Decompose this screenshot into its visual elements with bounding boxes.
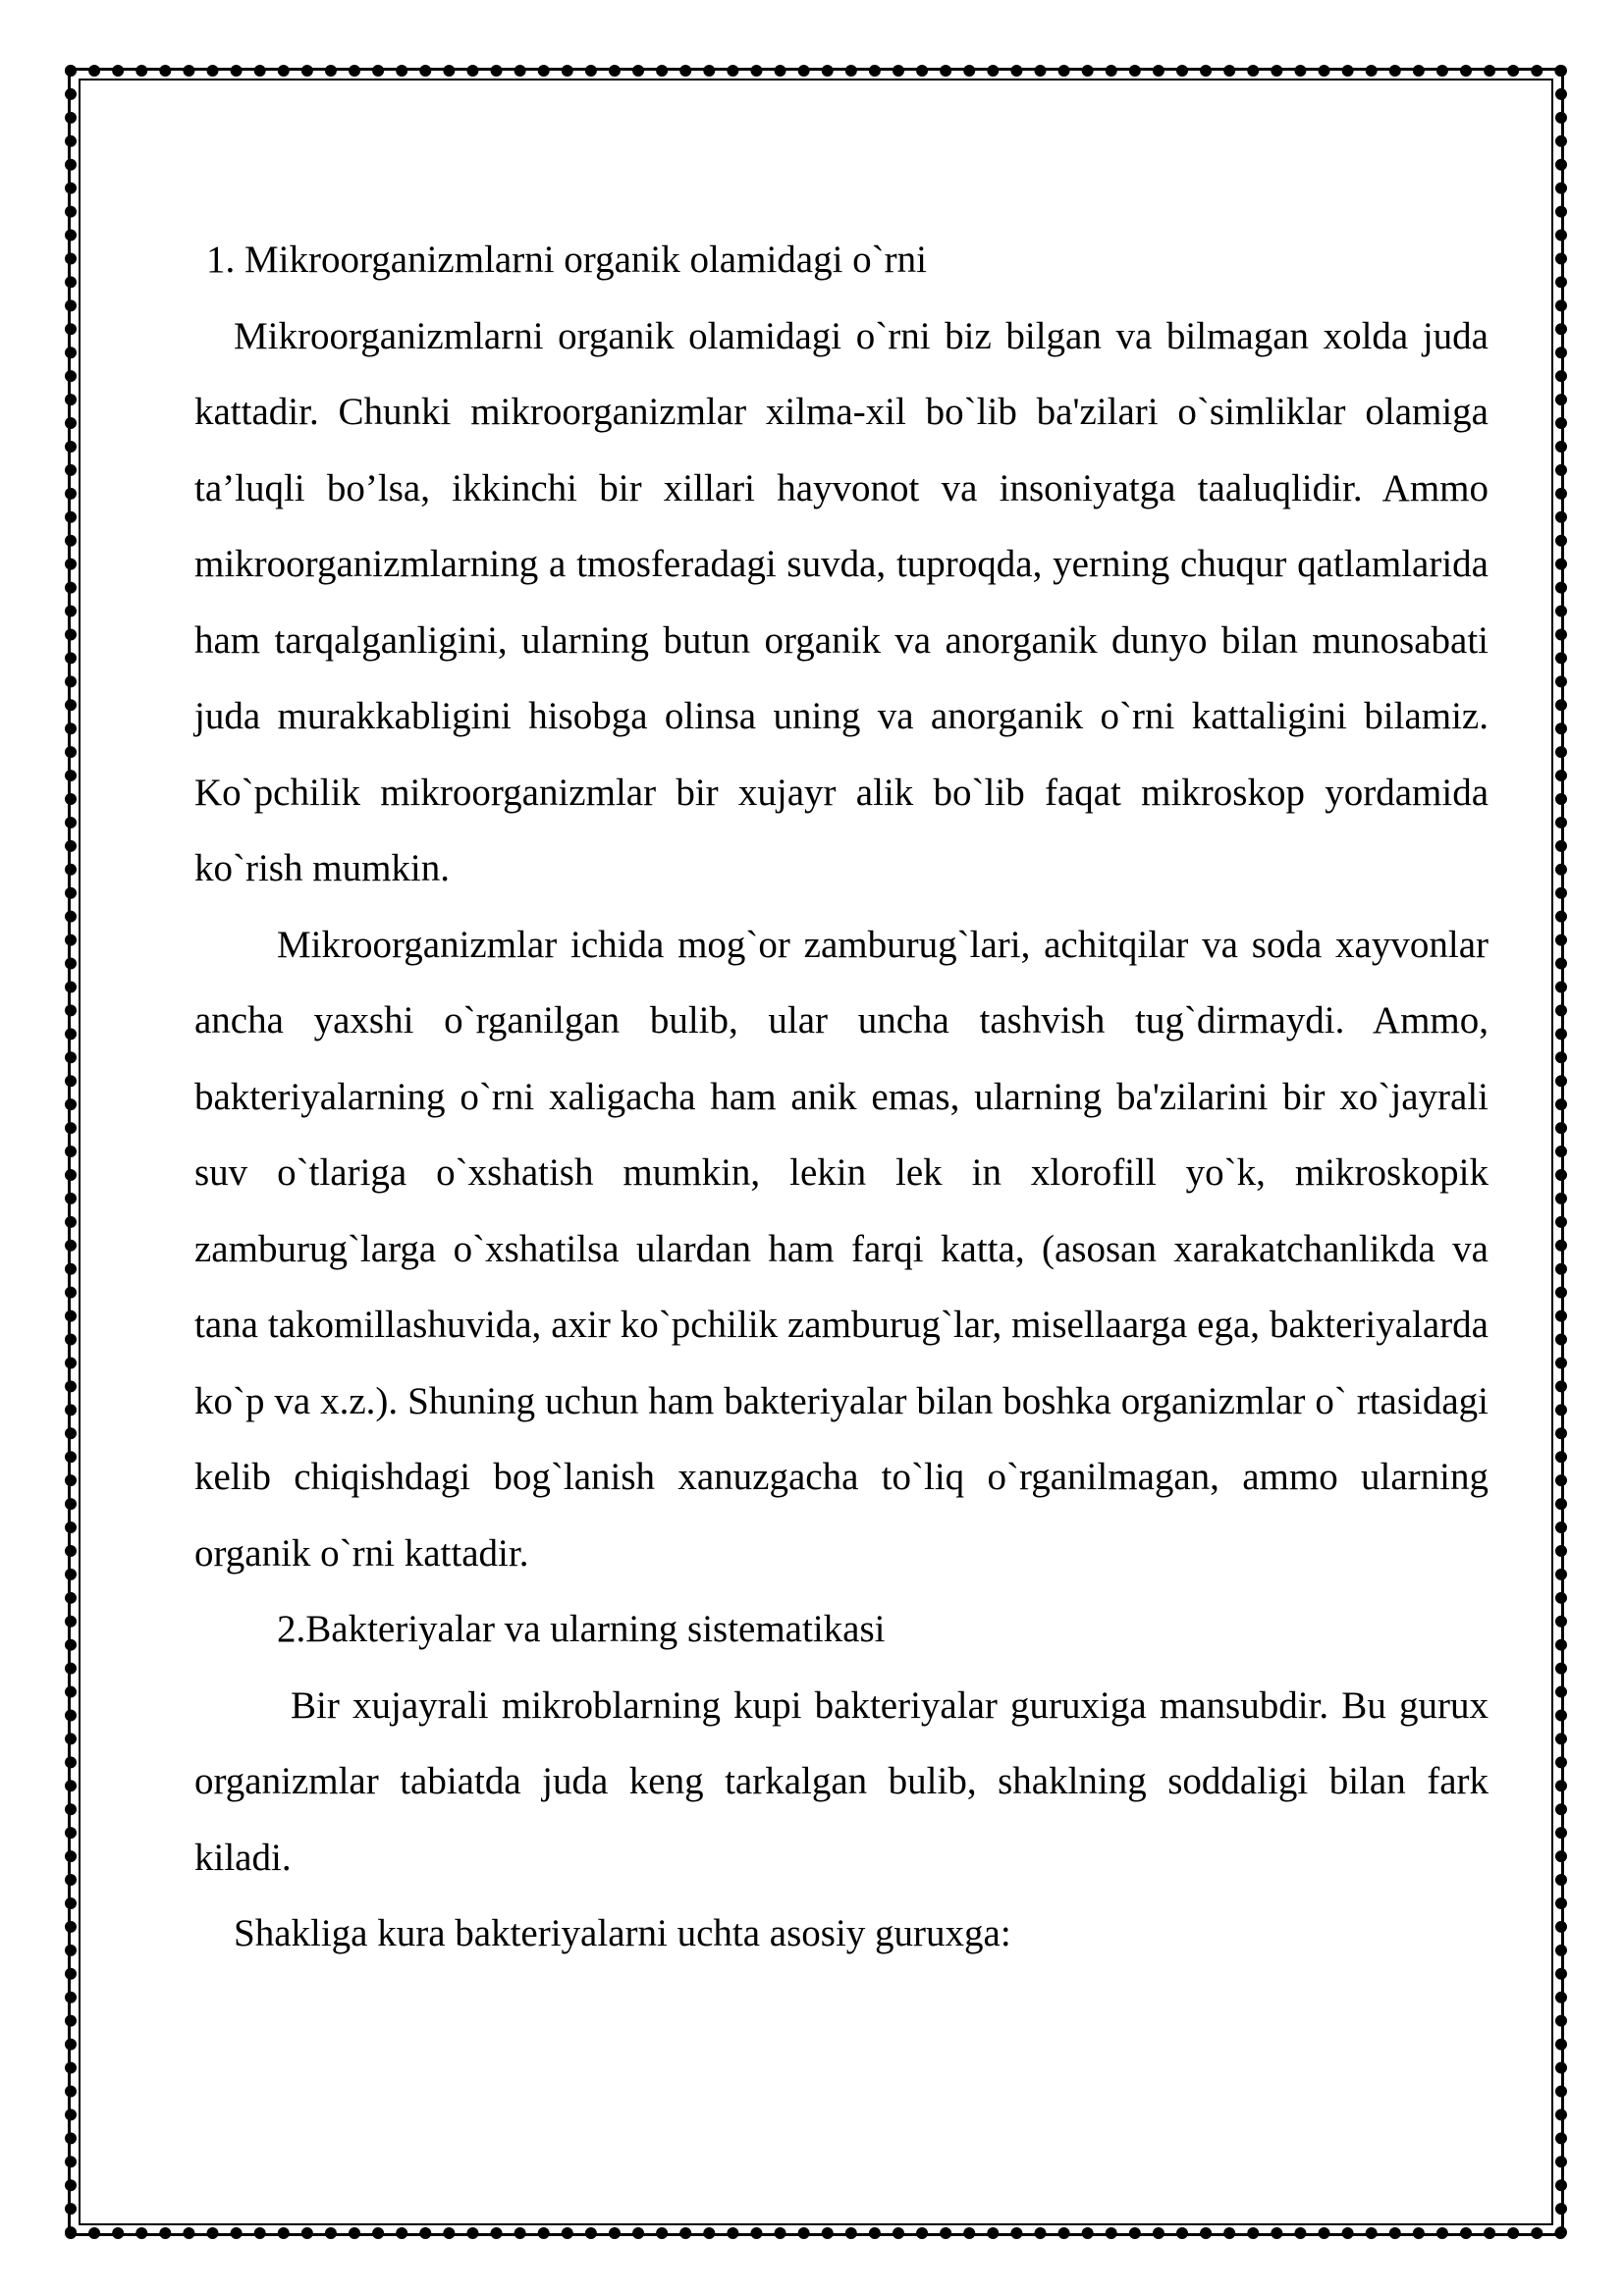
section-heading-1: 1. Mikroorganizmlarni organik olamidagi o`rni — [206, 239, 927, 281]
paragraph-3: Bir xujayrali mikroblarning kupi bakteriyalar guruxiga mansubdir. Bu gurux organizmlar tabiatda juda keng tarkalgan bulib, shaklning soddaligi bilan fark kiladi. — [194, 1683, 1489, 1879]
paragraph-4: Shakliga kura bakteriyalarni uchta asosiy guruxga: — [234, 1912, 1011, 1954]
paragraph-1: Mikroorganizmlarni organik olamidagi o`rni biz bilgan va bilmagan xolda juda kattadir. Chunki mikroorganizmlar xilma-xil bo`lib ba'zilari o`simliklar olamiga ta’luqli bo’lsa, ikkinchi bir xillari hayvonot va insoniyatga taaluqlidir. Ammo mikroorganizmlarning a tmosferadagi suvda, tuproqda, yerning chuqur qatlamlarida ham tarqalganligini, ularning butun organik va anorganik dunyo bilan munosabati juda murakkabligini hisobga olinsa uning va anorganik o`rni kattaligini bilamiz. Ko`pchilik mikroorganizmlar bir xujayr alik bo`lib faqat mikroskop yordamida ko`rish mumkin. — [194, 314, 1489, 889]
paragraph-2: Mikroorganizmlar ichida mog`or zamburug`lari, achitqilar va soda xayvonlar ancha yaxshi o`rganilgan bulib, ular uncha tashvish tug`dirmaydi. Ammo, bakteriyalarning o`rni xaligacha ham anik emas, ularning ba'zilarini bir xo`jayrali suv o`tlariga o`xshatish mumkin, lekin lek in xlorofill yo`k, mikroskopik zamburug`larga o`xshatilsa ulardan ham farqi katta, (asosan xarakatchanlikda va tana takomillashuvida, axir ko`pchilik zamburug`lar, misellaarga ega, bakteriyalarda ko`p va x.z.). Shuning uchun ham bakteriyalar bilan boshka organizmlar o` rtasidagi kelib chiqishdagi bog`lanish xanuzgacha to`liq o`rganilmagan, ammo ularning organik o`rni kattadir. — [194, 923, 1489, 1575]
document-body — [194, 222, 1489, 1972]
section-heading-2: 2.Bakteriyalar va ularning sistematikasi — [277, 1608, 886, 1650]
